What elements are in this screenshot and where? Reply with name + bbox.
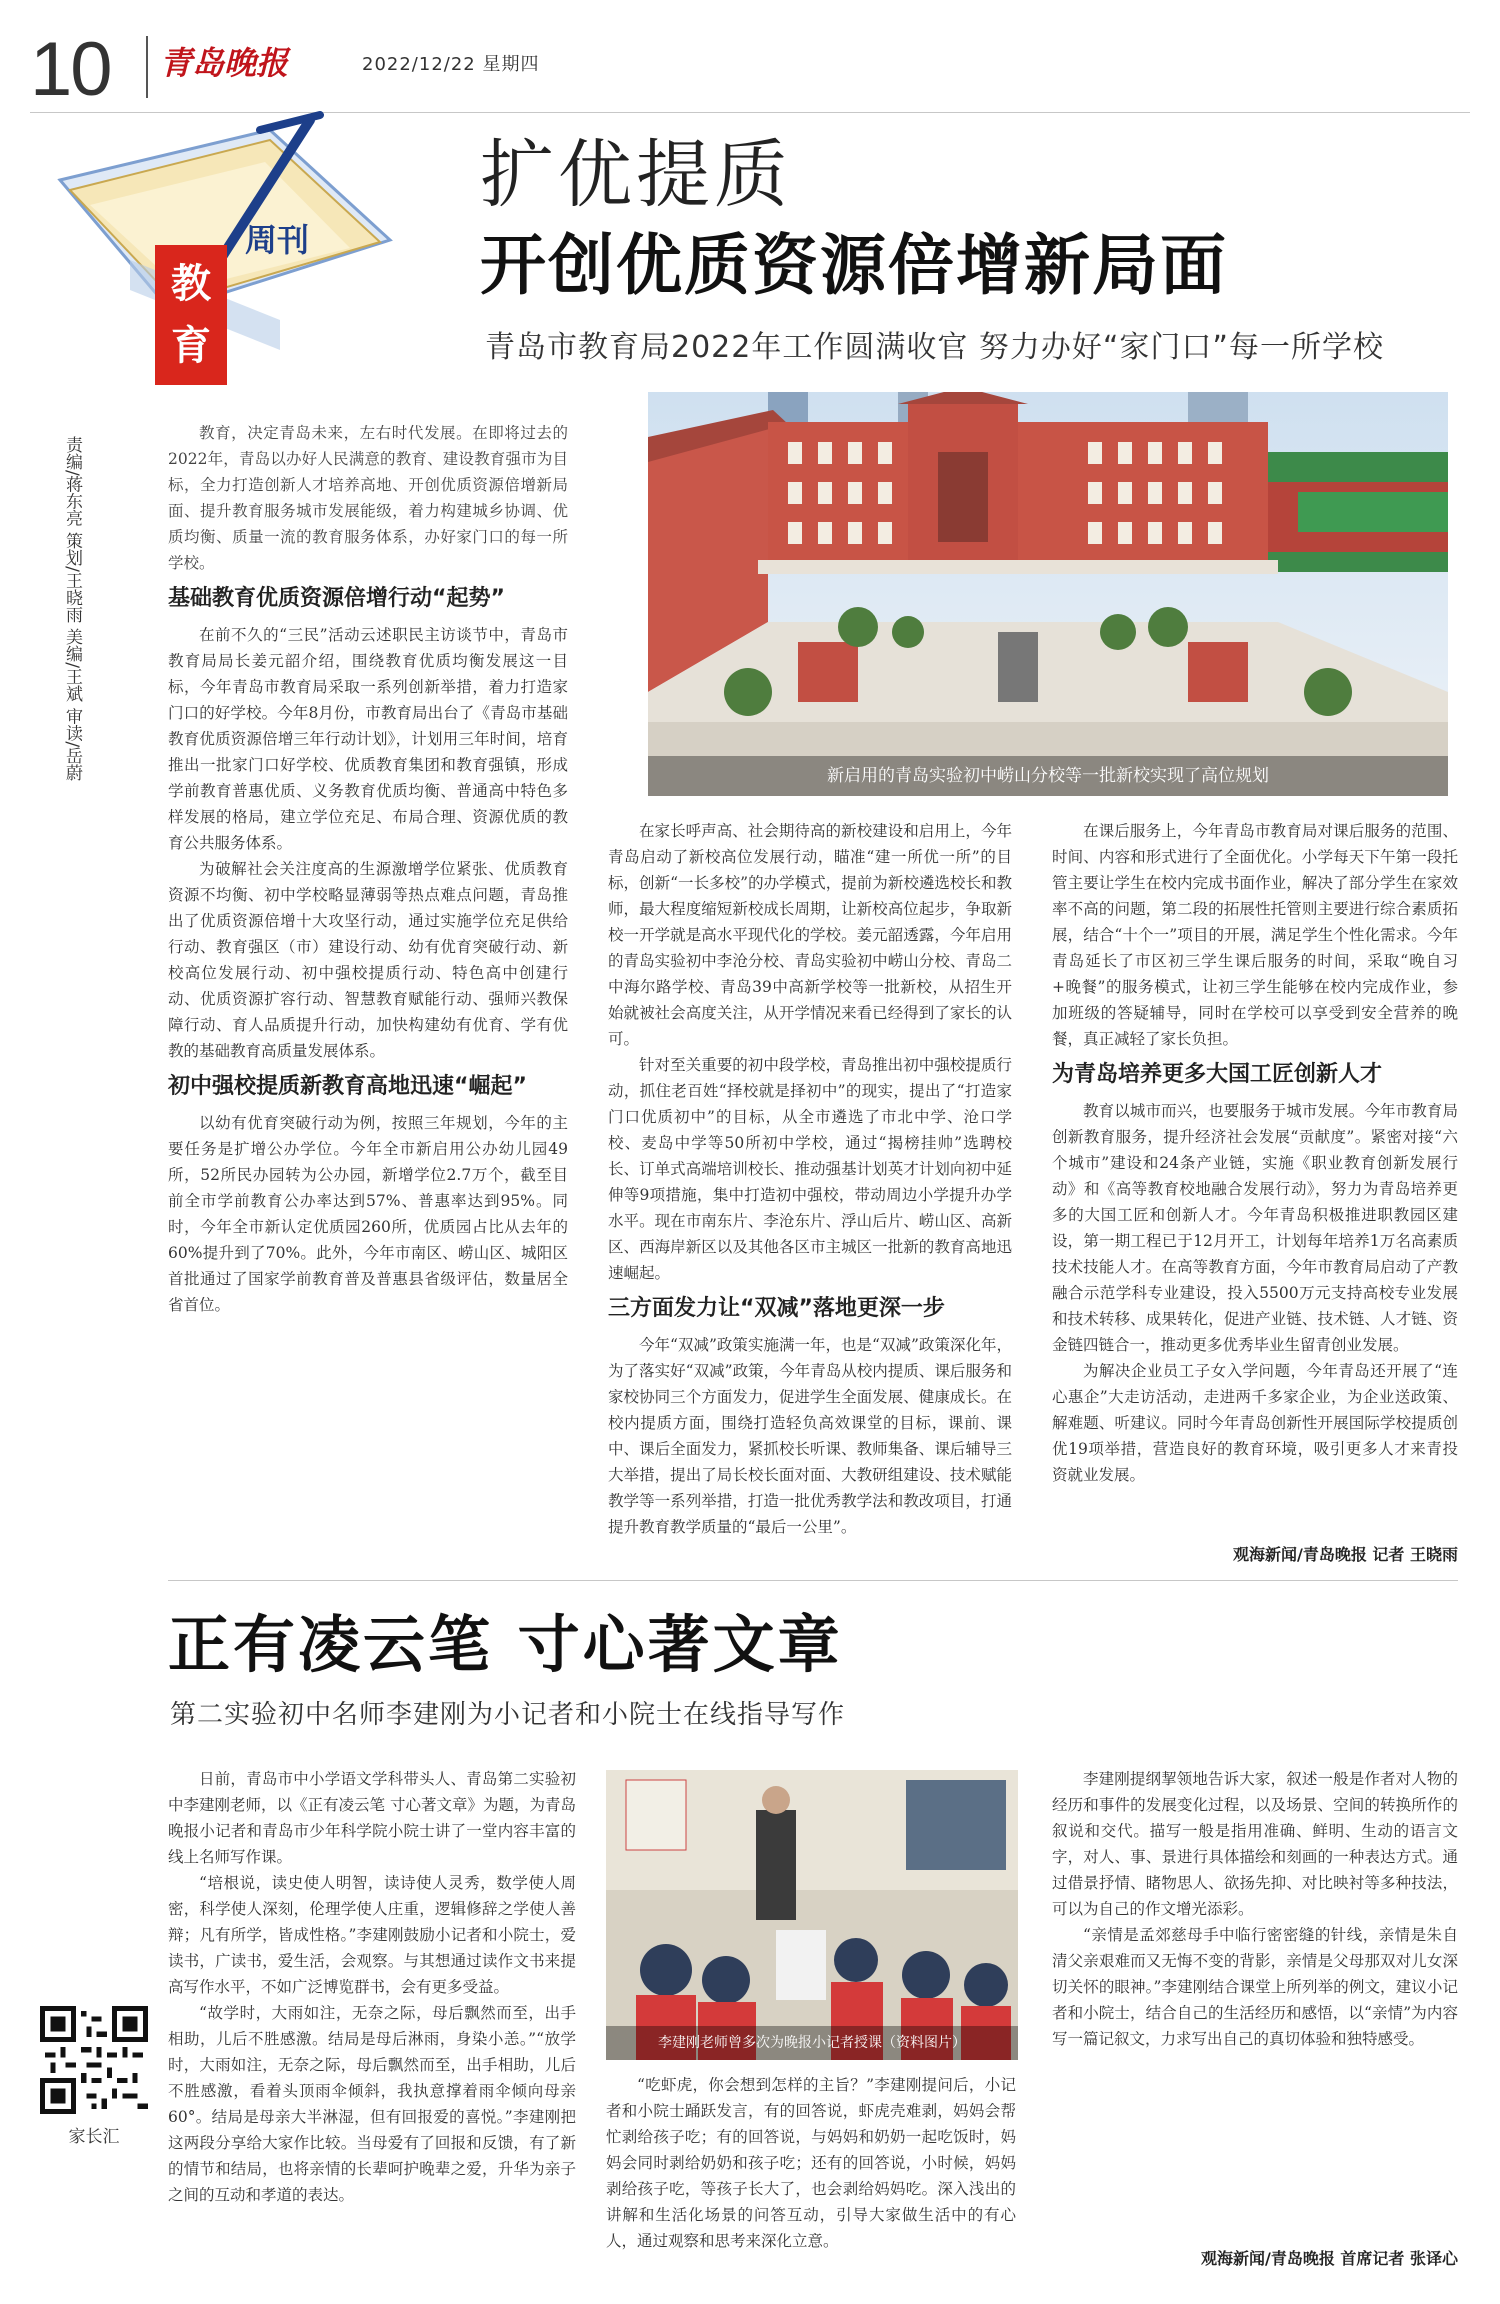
paragraph: 为破解社会关注度高的生源激增学位紧张、优质教育资源不均衡、初中学校略显薄弱等热点难点问题，青岛推出了优质资源倍增十大攻坚行动，通过实施学位充足供给行动、教育强区（市）建设行动、幼有优育突破行动、新校高位发展行动、初中强校提质行动、特色高中创建行动、优质资源扩容行动、智慧教育赋能行动、强师兴教保障行动、育人品质提升行动，加快构建幼有优育、学有优教的基础教育高质量发展体系。 xyxy=(168,860,568,1060)
photo-caption: 新启用的青岛实验初中崂山分校等一批新校实现了高位规划 xyxy=(648,756,1448,796)
paragraph: 在课后服务上，今年青岛市教育局对课后服务的范围、时间、内容和形式进行了全面优化。小学每天下午第一段托管主要让学生在校内完成书面作业，解决了部分学生在家效率不高的问题，第二段的拓展性托管则主要进行综合素质拓展，结合“十个一”项目的开展，满足学生个性化需求。今年青岛延长了市区初三学生课后服务的时间，采取“晚自习+晚餐”的服务模式，让初三学生能够在校内完成作业，参加班级的答疑辅导，同时在学校可以享受到安全营养的晚餐，真正减轻了家长负担。 xyxy=(1052,822,1458,1048)
paragraph: 李建刚提纲挈领地告诉大家，叙述一般是作者对人物的经历和事件的发展变化过程，以及场景、空间的转换所作的叙说和交代。描写一般是指用准确、鲜明、生动的语言文字，对人、事、景进行具体描绘和刻画的一种表达方式。通过借景抒情、睹物思人、欲扬先抑、对比映衬等多种技法，可以为自己的作文增光添彩。 xyxy=(1052,1770,1458,1918)
editorial-credits: 责编/蒋东亮 策划/王晓雨 美编/王斌 审读/岳蔚 xyxy=(62,436,82,782)
paragraph: “亲情是孟郊慈母手中临行密密缝的针线，亲情是朱自清父亲艰难而又无悔不变的背影，亲情是父母那双对儿女深切关怀的眼神。”李建刚结合课堂上所列举的例文，建议小记者和小院士，结合自己的生活经历和感悟，以“亲情”为内容写一篇记叙文，力求写出自己的真切体验和独特感受。 xyxy=(1052,1926,1458,2048)
paragraph: 日前，青岛市中小学语文学科带头人、青岛第二实验初中李建刚老师，以《正有凌云笔 寸心著文章》为题，为青岛晚报小记者和青岛市少年科学院小院士讲了一堂内容丰富的线上名师写作课。 xyxy=(168,1770,576,1866)
article1-column-1 xyxy=(168,420,568,1318)
paragraph: 以幼有优育突破行动为例，按照三年规划，今年的主要任务是扩增公办学位。今年全市新启用公办幼儿园49所，52所民办园转为公办园，新增学位2.7万个，截至目前全市学前教育公办率达到57%、普惠率达到95%。同时，今年全市新认定优质园260所，优质园占比从去年的60%提升到了70%。此外，今年市南区、崂山区、城阳区首批通过了国家学前教育普及普惠县省级评估，数量居全省首位。 xyxy=(168,1114,568,1314)
header-divider xyxy=(146,36,148,98)
article2-byline: 观海新闻/青岛晚报 首席记者 张译心 xyxy=(1201,2249,1458,2268)
section-heading: 初中强校提质新教育高地迅速“崛起” xyxy=(168,1074,527,1099)
paragraph: 在前不久的“三民”活动云述职民主访谈节中，青岛市教育局局长姜元韶介绍，围绕教育优质均衡发展这一目标，今年青岛市教育局采取一系列创新举措，着力打造家门口的好学校。今年8月份，市教育局出台了《青岛市基础教育优质资源倍增三年行动计划》，计划用三年时间，培育推出一批家门口好学校、优质教育集团和教育强镇，形成学前教育普惠优质、义务教育优质均衡、普通高中特色多样发展的格局，建立学位充足、布局合理、资源优质的教育公共服务体系。 xyxy=(168,626,568,852)
article2-column-2 xyxy=(606,2072,1016,2254)
classroom-photo xyxy=(606,1770,1018,2060)
qr-code[interactable] xyxy=(40,2006,148,2114)
classroom-image xyxy=(606,1770,1018,2060)
article-subheadline: 青岛市教育局2022年工作圆满收官 努力办好“家门口”每一所学校 xyxy=(485,330,1384,365)
masthead: 青岛晚报 xyxy=(160,44,289,82)
qr-label: 家长汇 xyxy=(68,2127,120,2147)
photo-caption: 李建刚老师曾多次为晚报小记者授课（资料图片） xyxy=(606,2026,1018,2060)
paragraph: 教育以城市而兴，也要服务于城市发展。今年市教育局创新教育服务，提升经济社会发展“贡献度”。紧密对接“六个城市”建设和24条产业链，实施《职业教育创新发展行动》和《高等教育校地融合发展行动》，努力为青岛培养更多的大国工匠和创新人才。今年青岛积极推进职教园区建设，第一期工程已于12月开工，计划每年培养1万名高素质技术技能人才。在高等教育方面，今年市教育局启动了产教融合示范学科专业建设，投入5500万元支持高校专业发展和技术转移、成果转化，促进产业链、技术链、人才链、资金链四链合一，推动更多优秀毕业生留青创业发展。 xyxy=(1052,1102,1458,1354)
logo-label-weekly: 周刊 xyxy=(245,221,310,259)
school-building-image xyxy=(648,392,1448,796)
paragraph: 为解决企业员工子女入学问题，今年青岛还开展了“连心惠企”大走访活动，走进两千多家企业，为企业送政策、解难题、听建议。同时今年青岛创新性开展国际学校提质创优19项举措，营造良好的教育环境，吸引更多人才来青投资就业发展。 xyxy=(1052,1362,1458,1484)
paragraph: “故学时，大雨如注，无奈之际，母后飘然而至，出手相助，儿后不胜感激。结局是母后淋雨，身染小恙。”“放学时，大雨如注，无奈之际，母后飘然而至，出手相助，儿后不胜感激，看着头顶雨伞倾斜，我执意撑着雨伞倾向母亲60°。结局是母亲大半淋湿，但有回报爱的喜悦。”李建刚把这两段分享给大家作比较。当母爱有了回报和反馈，有了新的情节和结局，也将亲情的长辈呵护晚辈之爱，升华为亲子之间的互动和孝道的表达。 xyxy=(168,2004,576,2204)
education-weekly-logo xyxy=(50,110,430,385)
article1-column-2 xyxy=(608,818,1012,1540)
logo-label-education: 教育 xyxy=(155,245,227,385)
article1-column-3 xyxy=(1052,818,1458,1488)
section-heading: 为青岛培养更多大国工匠创新人才 xyxy=(1052,1062,1383,1087)
article-kicker: 扩优提质 xyxy=(480,132,792,218)
section-heading: 三方面发力让“双减”落地更深一步 xyxy=(608,1296,945,1321)
school-photo xyxy=(648,392,1448,796)
article1-lead: 教育，决定青岛未来，左右时代发展。在即将过去的2022年，青岛以办好人民满意的教育、建设教育强市为目标，全力打造创新人才培养高地、开创优质资源倍增新局面、提升教育服务城市发展能级，着力构建城乡协调、优质均衡、质量一流的教育服务体系，办好家门口的每一所学校。 xyxy=(168,424,568,572)
paragraph: “吃虾虎，你会想到怎样的主旨？”李建刚提问后，小记者和小院士踊跃发言，有的回答说，虾虎壳难剥，妈妈会帮忙剥给孩子吃；有的回答说，与妈妈和奶奶一起吃饭时，妈妈会同时剥给奶奶和孩子吃；还有的回答说，小时候，妈妈剥给孩子吃，等孩子长大了，也会剥给妈妈吃。深入浅出的讲解和生活化场景的问答互动，引导大家做生活中的有心人，通过观察和思考来深化立意。 xyxy=(606,2076,1016,2250)
paragraph: “培根说，读史使人明智，读诗使人灵秀，数学使人周密，科学使人深刻，伦理学使人庄重，逻辑修辞之学使人善辩；凡有所学，皆成性格。”李建刚鼓励小记者和小院士，爱读书，广读书，爱生活，会观察。与其想通过读作文书来提高写作水平，不如广泛博览群书，会有更多受益。 xyxy=(168,1874,576,1996)
article-headline: 开创优质资源倍增新局面 xyxy=(480,227,1228,304)
publication-date: 2022/12/22 星期四 xyxy=(362,54,540,75)
paragraph: 今年“双减”政策实施满一年，也是“双减”政策深化年，为了落实好“双减”政策，今年青岛从校内提质、课后服务和家校协同三个方面发力，促进学生全面发展、健康成长。在校内提质方面，围绕打造轻负高效课堂的目标，课前、课中、课后全面发力，紧抓校长听课、教师集备、课后辅导三大举措，提出了局长校长面对面、大教研组建设、技术赋能教学等一系列举措，打造一批优秀教学法和教改项目，打通提升教育教学质量的“最后一公里”。 xyxy=(608,1336,1012,1536)
section-rule xyxy=(168,1580,1458,1581)
article2-column-1 xyxy=(168,1766,576,2208)
paragraph: 在家长呼声高、社会期待高的新校建设和启用上，今年青岛启动了新校高位发展行动，瞄准“建一所优一所”的目标，创新“一长多校”的办学模式，提前为新校遴选校长和教师，最大程度缩短新校成长周期，让新校高位起步，争取新校一开学就是高水平现代化的学校。姜元韶透露，今年启用的青岛实验初中李沧分校、青岛实验初中崂山分校、青岛二中海尔路学校、青岛39中高新学校等一批新校，从招生开始就被社会高度关注，从开学情况来看已经得到了家长的认可。 xyxy=(608,822,1012,1048)
paragraph: 针对至关重要的初中段学校，青岛推出初中强校提质行动，抓住老百姓“择校就是择初中”的现实，提出了“打造家门口优质初中”的目标，从全市遴选了市北中学、沧口学校、麦岛中学等50所初中学校，通过“揭榜挂帅”选聘校长、订单式高端培训校长、推动强基计划英才计划向初中延伸等9项措施，集中打造初中强校，带动周边小学提升办学水平。现在市南东片、李沧东片、浮山后片、崂山区、高新区、西海岸新区以及其他各区市主城区一批新的教育高地迅速崛起。 xyxy=(608,1056,1012,1282)
section-heading: 基础教育优质资源倍增行动“起势” xyxy=(168,586,505,611)
article2-headline: 正有凌云笔 寸心著文章 xyxy=(168,1608,843,1681)
article1-byline: 观海新闻/青岛晚报 记者 王晓雨 xyxy=(1233,1545,1458,1564)
article2-subheadline: 第二实验初中名师李建刚为小记者和小院士在线指导写作 xyxy=(170,1700,846,1730)
page-number: 10 xyxy=(30,27,111,112)
article2-column-3 xyxy=(1052,1766,1458,2052)
